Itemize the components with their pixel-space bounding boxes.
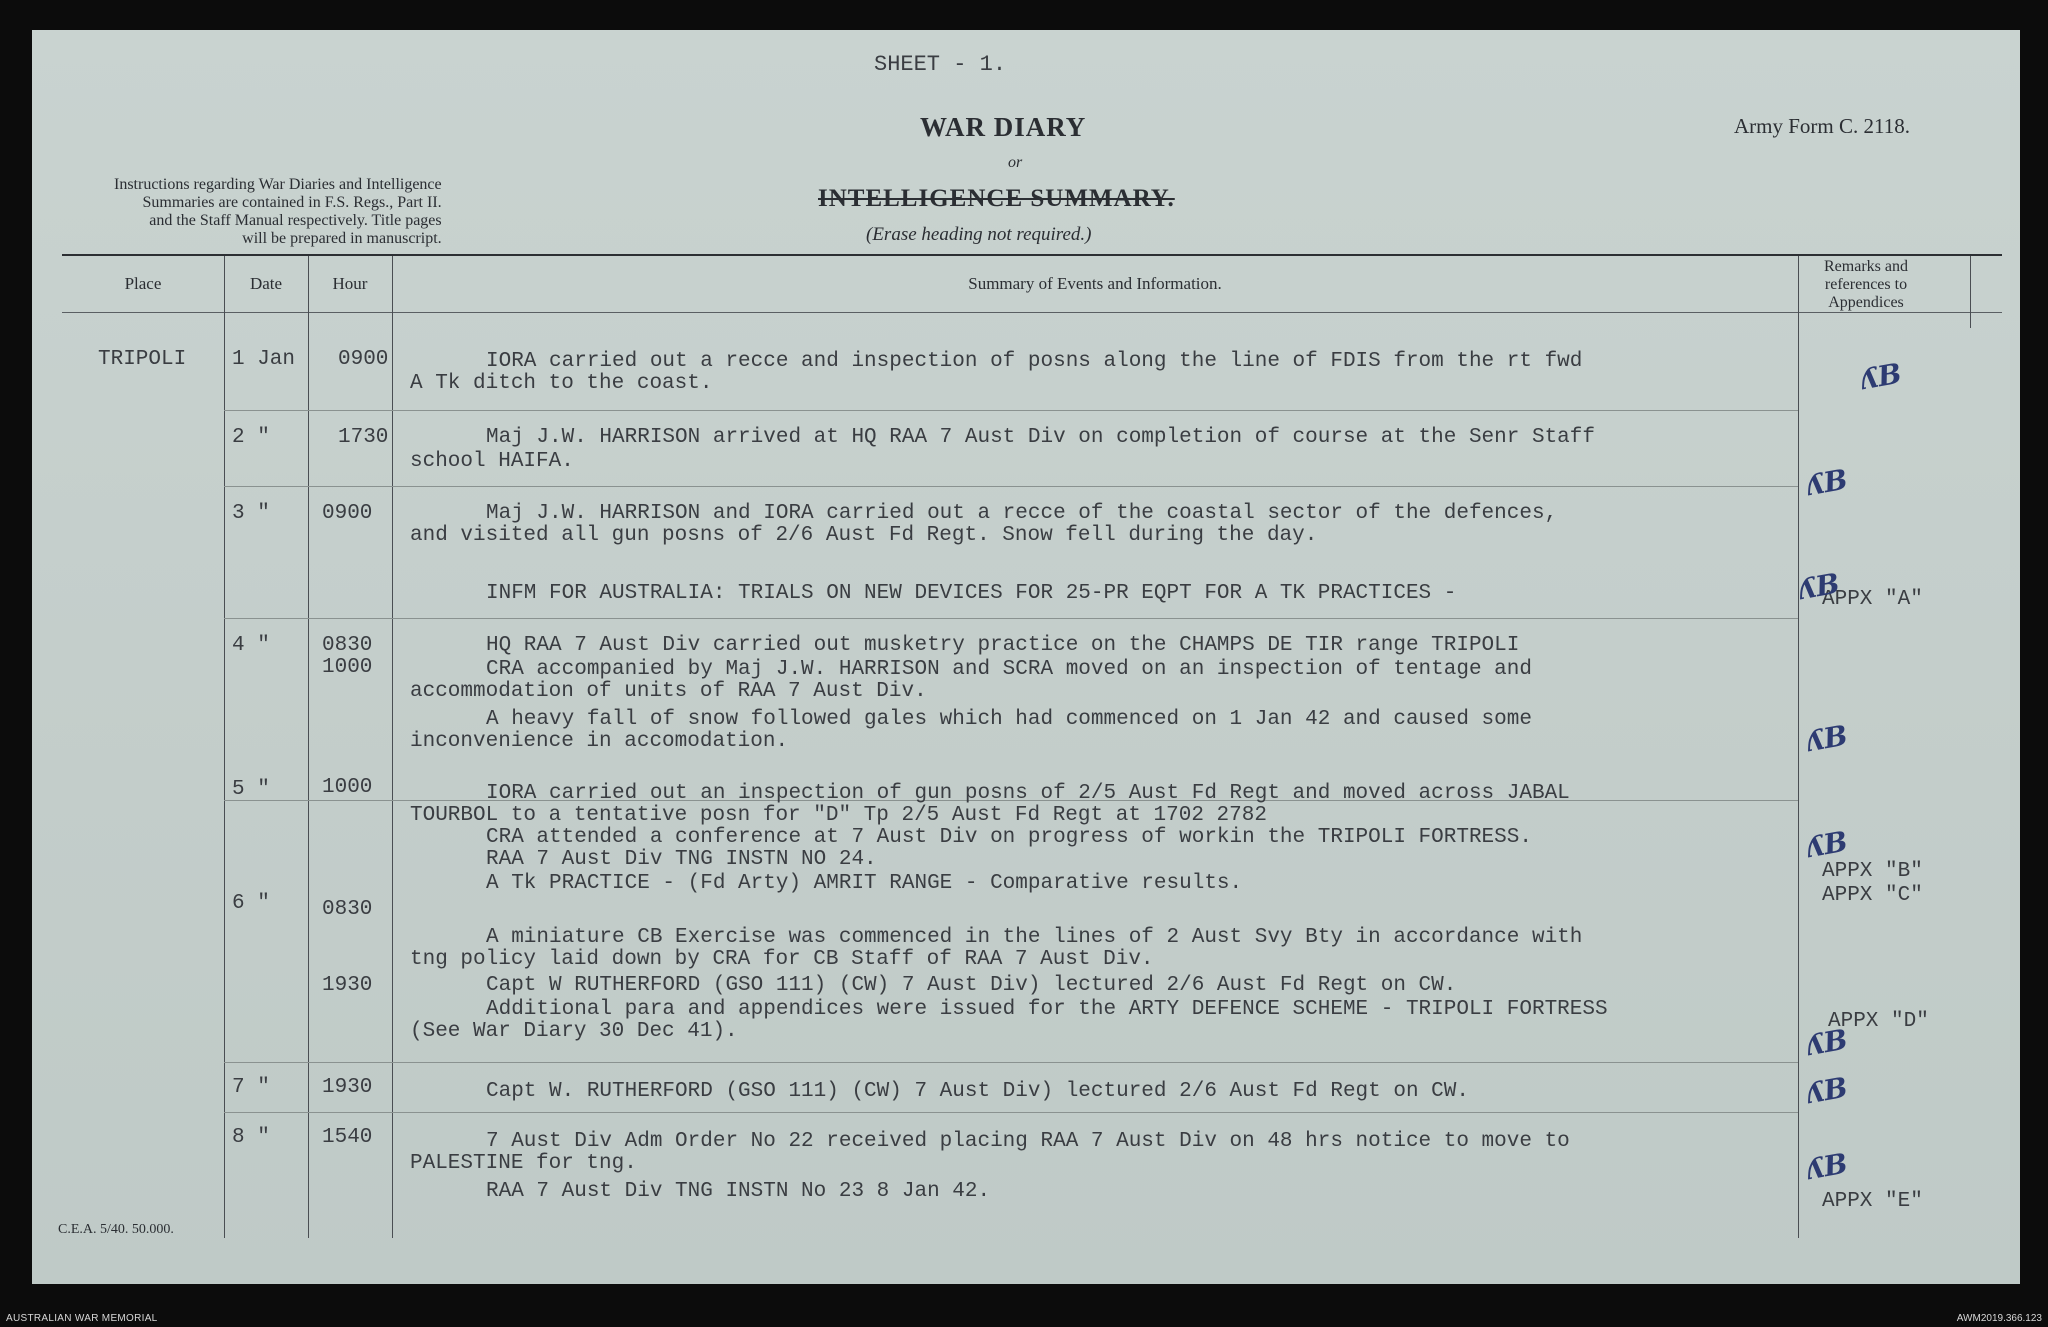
page-title: WAR DIARY [920,112,1087,142]
entry-date: 8 " [232,1126,270,1149]
entry-text: CRA accompanied by Maj J.W. HARRISON and SCRA moved on an inspection of tentage and [486,658,1532,681]
col-divider [392,256,393,1238]
entry-hour: 1540 [322,1126,373,1149]
entry-text: A miniature CB Exercise was commenced in the lines of 2 Aust Svy Bty in accordance with [486,926,1583,949]
entry-place: TRIPOLI [98,348,187,371]
entry-text: Maj J.W. HARRISON and IORA carried out a recce of the coastal sector of the defences, [486,502,1558,525]
entry-date: 4 " [232,634,270,657]
handwritten-initials-icon: ʎB [1803,1070,1851,1111]
entry-date: 2 " [232,426,270,449]
col-header-remarks [1802,258,1930,312]
instructions-line: Instructions regarding War Diaries and Intelligence [114,176,442,193]
entry-hour: 0830 [322,634,373,657]
remarks-header-line: Remarks and [1824,258,1908,275]
entry-text: tng policy laid down by CRA for CB Staff of RAA 7 Aust Div. [410,948,1154,971]
entry-text: Capt W. RUTHERFORD (GSO 111) (CW) 7 Aust Div) lectured 2/6 Aust Fd Regt on CW. [486,1080,1469,1103]
entry-hour: 1000 [322,656,373,679]
entry-date: 1 Jan [232,348,296,371]
entry-text: inconvenience in accomodation. [410,730,789,753]
header-bottom-rule [62,312,2002,313]
col-header-place: Place [124,274,162,293]
diary-sheet [32,30,2020,1284]
instructions-line: Summaries are contained in F.S. Regs., Part II. [142,194,442,211]
entry-text: A Tk ditch to the coast. [410,372,713,395]
title-or: or [1008,154,1023,171]
handwritten-initials-icon: ʎB [1803,718,1851,759]
entry-text: Maj J.W. HARRISON arrived at HQ RAA 7 Aust Div on completion of course at the Senr Staff [486,426,1595,449]
entry-hour: 1000 [322,776,373,799]
entry-text: IORA carried out a recce and inspection of posns along the line of FDIS from the rt fwd [486,350,1583,373]
entry-text: PALESTINE for tng. [410,1152,637,1175]
erase-note: (Erase heading not required.) [866,224,1092,245]
instructions-line: and the Staff Manual respectively. Title pages [149,212,442,229]
row-separator [224,1062,1798,1063]
handwritten-initials-icon: ʎB [1803,462,1851,503]
entry-text: HQ RAA 7 Aust Div carried out musketry practice on the CHAMPS DE TIR range TRIPOLI [486,634,1520,657]
entry-text: A heavy fall of snow followed gales which had commenced on 1 Jan 42 and caused some [486,708,1532,731]
entry-hour: 1730 [338,426,389,449]
col-header-summary: Summary of Events and Information. [968,274,1222,293]
army-form-number: Army Form C. 2118. [1734,114,1910,138]
row-separator [224,618,1798,619]
print-code: C.E.A. 5/40. 50.000. [58,1222,174,1237]
entry-date: 5 " [232,778,270,801]
row-separator [224,486,1798,487]
entry-hour: 0830 [322,898,373,921]
entry-text: accommodation of units of RAA 7 Aust Div. [410,680,927,703]
remarks-header-line: Appendices [1828,294,1904,311]
entry-text: 7 Aust Div Adm Order No 22 received placing RAA 7 Aust Div on 48 hrs notice to move to [486,1130,1570,1153]
entry-text: RAA 7 Aust Div TNG INSTN NO 24. [486,848,877,871]
entry-text: TOURBOL to a tentative posn for "D" Tp 2/5 Aust Fd Regt at 1702 2782 [410,804,1267,827]
intelligence-summary-struck: INTELLIGENCE SUMMARY. [818,185,1175,212]
col-divider [308,256,309,1238]
entry-text: Capt W RUTHERFORD (GSO 111) (CW) 7 Aust Div) lectured 2/6 Aust Fd Regt on CW. [486,974,1457,997]
entry-text: school HAIFA. [410,450,574,473]
entry-hour: 0900 [322,502,373,525]
appendix-ref: APPX "B" [1822,860,1923,883]
entry-date: 7 " [232,1076,270,1099]
entry-text: (See War Diary 30 Dec 41). [410,1020,738,1043]
col-divider [224,256,225,1238]
entry-hour: 0900 [338,348,389,371]
remarks-header-line: references to [1824,276,1908,293]
entry-text: Additional para and appendices were issued for the ARTY DEFENCE SCHEME - TRIPOLI FORTRESS [486,998,1608,1021]
col-divider [1798,256,1799,1238]
entry-date: 6 " [232,892,270,915]
handwritten-initials-icon: ʎB [1803,1146,1851,1187]
handwritten-initials-icon: ʎB [1795,566,1843,607]
appendix-ref: APPX "E" [1822,1190,1923,1213]
entry-text: IORA carried out an inspection of gun posns of 2/5 Aust Fd Regt and moved across JABAL [486,782,1570,805]
entry-text: CRA attended a conference at 7 Aust Div on progress of workin the TRIPOLI FORTRESS. [486,826,1532,849]
handwritten-initials-icon: ʎB [1803,824,1851,865]
appendix-ref: APPX "C" [1822,884,1923,907]
entry-text: RAA 7 Aust Div TNG INSTN No 23 8 Jan 42. [486,1180,991,1203]
col-header-hour: Hour [332,274,368,293]
appendix-ref: APPX "A" [1822,588,1923,611]
entry-date: 3 " [232,502,270,525]
instructions-note [114,176,442,248]
institution-label: AUSTRALIAN WAR MEMORIAL [6,1313,158,1324]
entry-hour: 1930 [322,1076,373,1099]
handwritten-initials-icon: ʎB [1857,356,1905,397]
instructions-line: will be prepared in manuscript. [242,230,442,247]
sheet-number: SHEET - 1. [874,52,1007,77]
row-separator [224,410,1798,411]
entry-text: and visited all gun posns of 2/6 Aust Fd Regt. Snow fell during the day. [410,524,1318,547]
table-top-rule [62,254,2002,256]
row-separator [224,1112,1798,1113]
catalogue-reference: AWM2019.366.123 [1956,1313,2042,1324]
entry-text: INFM FOR AUSTRALIA: TRIALS ON NEW DEVICES FOR 25-PR EQPT FOR A TK PRACTICES - [486,582,1457,605]
appendix-ref: APPX "D" [1828,1010,1929,1033]
col-divider [1970,256,1971,328]
entry-text: A Tk PRACTICE - (Fd Arty) AMRIT RANGE - Comparative results. [486,872,1243,895]
handwritten-initials-icon: ʎB [1803,1022,1851,1063]
col-header-date: Date [249,274,283,293]
entry-hour: 1930 [322,974,373,997]
